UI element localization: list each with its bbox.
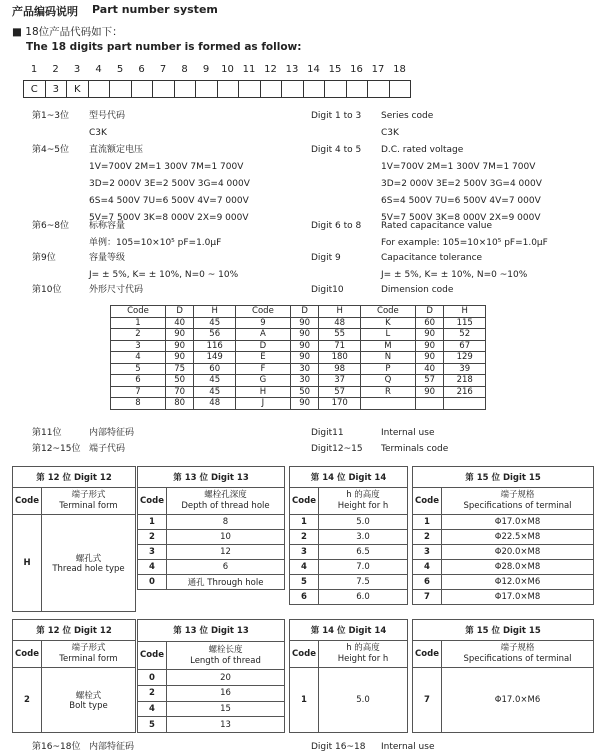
dim-cell: 57 xyxy=(319,386,361,398)
dim-cell xyxy=(415,398,444,410)
subtitle-en: The 18 digits part number is formed as follow: xyxy=(26,41,302,53)
digit-box xyxy=(346,80,369,98)
digit-index: 2 xyxy=(52,64,59,75)
value-cell: 15 xyxy=(167,701,285,717)
digit-index: 10 xyxy=(221,64,234,75)
dim-cell: K xyxy=(360,317,415,329)
dim-header: D xyxy=(415,306,444,318)
digit-box xyxy=(238,80,261,98)
dim-cell: N xyxy=(360,352,415,364)
s3-cn-text: 标称容量 单例：105=10×10⁵ pF=1.0μF xyxy=(89,221,222,248)
dim-cell: 57 xyxy=(415,375,444,387)
value-cell: 6.5 xyxy=(319,545,408,560)
t1-digit15-table xyxy=(412,466,594,605)
table-row xyxy=(138,515,285,530)
dim-cell: Q xyxy=(360,375,415,387)
s2-cn-text: 直流额定电压 1V=700V 2M=1 300V 7M=1 700V 3D=2 000V 3E=2 500V 3G=4 000V 6S=4 500V 7U=6 500V 4V=7 000V 5V=7 500V 3K=8 000V 2X=9 000V xyxy=(89,145,250,223)
dim-cell: 39 xyxy=(444,363,486,375)
digit-box xyxy=(131,80,154,98)
dim-cell: L xyxy=(360,329,415,341)
value-cell: 20 xyxy=(167,670,285,686)
value-cell: Φ17.0×M8 xyxy=(442,515,594,530)
t1-digit12-table: 第 12 位 Digit 12 Code 端子形式 Terminal form H 螺孔式 Thread hole type xyxy=(12,466,136,612)
table-row xyxy=(290,575,408,590)
digit-index: 6 xyxy=(138,64,145,75)
s6-en-text: Internal use xyxy=(381,428,435,438)
code-cell: 4 xyxy=(290,560,319,575)
dim-cell: 2 xyxy=(111,329,166,341)
table-row xyxy=(138,717,285,733)
digit-index: 14 xyxy=(307,64,320,75)
value-cell: Φ17.0×M8 xyxy=(442,590,594,605)
table-row xyxy=(138,560,285,575)
t2-digit12-table: 第 12 位 Digit 12 Code 端子形式 Terminal form 2 螺栓式 Bolt type xyxy=(12,619,136,733)
dim-cell: 5 xyxy=(111,363,166,375)
digit-box xyxy=(281,80,304,98)
dim-cell: 3 xyxy=(111,340,166,352)
dim-cell: 8 xyxy=(111,398,166,410)
s3-cn-label: 第6~8位 xyxy=(32,221,69,231)
dim-cell: 75 xyxy=(165,363,194,375)
digit-box: K xyxy=(66,80,89,98)
value-cell: 16 xyxy=(167,685,285,701)
value-cell: 8 xyxy=(167,515,285,530)
digit-index: 16 xyxy=(350,64,363,75)
table-title: 第 13 位 Digit 13 xyxy=(138,620,285,642)
table-row xyxy=(413,515,594,530)
dim-cell: 55 xyxy=(319,329,361,341)
dim-header: H xyxy=(444,306,486,318)
column-header: 端子规格 Specifications of terminal xyxy=(442,488,594,515)
dim-cell: 30 xyxy=(290,363,319,375)
dim-cell: 70 xyxy=(165,386,194,398)
table-row xyxy=(138,530,285,545)
title-en: Part number system xyxy=(92,3,218,16)
digit-box xyxy=(109,80,132,98)
dim-header: D xyxy=(290,306,319,318)
table-row xyxy=(138,701,285,717)
dim-cell: 60 xyxy=(194,363,236,375)
table-row xyxy=(111,317,486,329)
dim-cell: 71 xyxy=(319,340,361,352)
table-row xyxy=(138,575,285,590)
s4-cn-text: 容量等级 J= ± 5%, K= ± 10%, N=0 ~ 10% xyxy=(89,253,239,280)
dim-cell: 149 xyxy=(194,352,236,364)
dim-cell: F xyxy=(235,363,290,375)
dim-cell xyxy=(444,398,486,410)
s7-cn-text: 端子代码 xyxy=(89,444,126,454)
s5-cn-text: 外形尺寸代码 xyxy=(89,285,144,295)
dim-cell: 170 xyxy=(319,398,361,410)
code-header: Code xyxy=(413,488,442,515)
code-cell: 1 xyxy=(138,515,167,530)
table-row xyxy=(290,590,408,605)
digit-index: 11 xyxy=(242,64,256,75)
dim-cell: 90 xyxy=(165,352,194,364)
digit-box xyxy=(174,80,197,98)
dim-header: H xyxy=(194,306,236,318)
code-cell: 1 xyxy=(290,515,319,530)
code-cell: 4 xyxy=(138,560,167,575)
code-cell: 5 xyxy=(290,575,319,590)
dim-cell: 7 xyxy=(111,386,166,398)
table-row xyxy=(290,545,408,560)
code-cell: 4 xyxy=(138,701,167,717)
code-cell: 4 xyxy=(413,560,442,575)
column-header: h 的高度 Height for h xyxy=(319,488,408,515)
dim-cell: 80 xyxy=(165,398,194,410)
digit-box-row xyxy=(24,80,411,98)
dim-cell: 90 xyxy=(290,340,319,352)
table-title: 第 13 位 Digit 13 xyxy=(138,467,285,488)
code-cell: 3 xyxy=(138,545,167,560)
table-row xyxy=(413,545,594,560)
dim-cell: P xyxy=(360,363,415,375)
code-cell: 3 xyxy=(290,545,319,560)
table-row xyxy=(111,375,486,387)
dim-cell: 90 xyxy=(290,398,319,410)
table-row xyxy=(413,560,594,575)
s5-en-label: Digit10 xyxy=(311,285,344,295)
dim-cell: 45 xyxy=(194,375,236,387)
s4-en-text: Capacitance tolerance J= ± 5%, K= ± 10%, N=0 ~10% xyxy=(381,253,528,280)
code-cell: 6 xyxy=(290,590,319,605)
dim-cell xyxy=(360,398,415,410)
value-cell: 12 xyxy=(167,545,285,560)
subtitle-cn: ■ 18位产品代码如下： xyxy=(12,26,123,38)
digit-index: 4 xyxy=(95,64,102,75)
table-row xyxy=(413,530,594,545)
table-row xyxy=(111,363,486,375)
code-cell: 2 xyxy=(290,530,319,545)
code-header: Code xyxy=(138,488,167,515)
dim-cell: 30 xyxy=(290,375,319,387)
dim-header: D xyxy=(165,306,194,318)
t2-digit13-table xyxy=(137,619,285,733)
digit-box: C xyxy=(23,80,46,98)
code-cell: 3 xyxy=(413,545,442,560)
code-cell: 5 xyxy=(138,717,167,733)
dim-cell: 180 xyxy=(319,352,361,364)
dim-cell: 48 xyxy=(319,317,361,329)
dim-cell: 60 xyxy=(415,317,444,329)
dim-cell: J xyxy=(235,398,290,410)
value-cell: 6.0 xyxy=(319,590,408,605)
digit-index: 5 xyxy=(116,64,124,75)
table-row xyxy=(138,545,285,560)
dim-cell: 56 xyxy=(194,329,236,341)
dim-cell: H xyxy=(235,386,290,398)
t1-digit14-table xyxy=(289,466,408,605)
digit-box: 3 xyxy=(45,80,68,98)
table-row xyxy=(138,685,285,701)
s2-en-text: D.C. rated voltage 1V=700V 2M=1 300V 7M=1 700V 3D=2 000V 3E=2 500V 3G=4 000V 6S=4 500V 7U=6 500V 4V=7 000V 5V=7 500V 3K=8 000V 2X=9 000V xyxy=(381,145,542,223)
code-header: Code xyxy=(138,641,167,669)
value-cell: Φ12.0×M6 xyxy=(442,575,594,590)
dim-cell: 90 xyxy=(290,352,319,364)
s8-cn-label: 第16~18位 xyxy=(32,742,81,752)
digit-box xyxy=(367,80,390,98)
table-title: 第 14 位 Digit 14 xyxy=(290,467,408,488)
value-cell: 5.0 xyxy=(319,515,408,530)
dim-cell: 116 xyxy=(194,340,236,352)
table-row xyxy=(413,575,594,590)
column-header: 螺栓孔深度 Depth of thread hole xyxy=(167,488,285,515)
table-row xyxy=(290,515,408,530)
t1-digit13-table xyxy=(137,466,285,590)
digit-index: 12 xyxy=(264,64,277,75)
digit-box xyxy=(324,80,347,98)
s4-cn-label: 第9位 xyxy=(32,253,56,263)
dim-cell: 6 xyxy=(111,375,166,387)
digit-index: 1 xyxy=(30,64,38,75)
value-cell: 6 xyxy=(167,560,285,575)
digit-index: 13 xyxy=(285,64,299,75)
dim-cell: 90 xyxy=(290,317,319,329)
code-cell: 1 xyxy=(413,515,442,530)
dim-cell: 50 xyxy=(290,386,319,398)
table-title: 第 15 位 Digit 15 xyxy=(413,467,594,488)
dim-cell: 216 xyxy=(444,386,486,398)
dim-cell: 129 xyxy=(444,352,486,364)
dim-cell: 90 xyxy=(165,340,194,352)
value-cell: 3.0 xyxy=(319,530,408,545)
digit-index: 9 xyxy=(202,64,210,75)
column-header: 螺栓长度 Length of thread xyxy=(167,641,285,669)
value-cell: Φ20.0×M8 xyxy=(442,545,594,560)
s1-cn-text: 型号代码 C3K xyxy=(89,111,126,138)
s1-cn-label: 第1~3位 xyxy=(32,111,69,121)
value-cell: 10 xyxy=(167,530,285,545)
dim-cell: 9 xyxy=(235,317,290,329)
dim-cell: 90 xyxy=(290,329,319,341)
code-cell: 7 xyxy=(413,590,442,605)
s5-en-text: Dimension code xyxy=(381,285,454,295)
dim-cell: 90 xyxy=(415,340,444,352)
dim-cell: 37 xyxy=(319,375,361,387)
value-cell: 7.5 xyxy=(319,575,408,590)
dim-header: Code xyxy=(360,306,415,318)
digit-index: 18 xyxy=(393,64,406,75)
dim-cell: M xyxy=(360,340,415,352)
t2-digit15-table: 第 15 位 Digit 15 Code 端子规格 Specifications of terminal 7 Φ17.0×M6 xyxy=(412,619,594,733)
t2-digit14-table: 第 14 位 Digit 14 Code h 的高度 Height for h 1 5.0 xyxy=(289,619,408,733)
table-row xyxy=(111,352,486,364)
table-row xyxy=(290,530,408,545)
table-row xyxy=(111,398,486,410)
table-row xyxy=(138,670,285,686)
dim-cell: 40 xyxy=(415,363,444,375)
table-row xyxy=(111,340,486,352)
value-cell: 通孔 Through hole xyxy=(167,575,285,590)
s8-en-text: Internal use xyxy=(381,742,435,752)
s2-en-label: Digit 4 to 5 xyxy=(311,145,362,155)
digit-index: 7 xyxy=(159,64,167,75)
s7-cn-label: 第12~15位 xyxy=(32,444,81,454)
dim-cell: 52 xyxy=(444,329,486,341)
table-row xyxy=(290,560,408,575)
s6-cn-label: 第11位 xyxy=(32,428,62,438)
s3-en-text: Rated capacitance value For example: 105=10×10⁵ pF=1.0μF xyxy=(381,221,548,248)
code-header: Code xyxy=(290,488,319,515)
s2-cn-label: 第4~5位 xyxy=(32,145,69,155)
digit-box xyxy=(389,80,412,98)
dim-cell: 48 xyxy=(194,398,236,410)
value-cell: 7.0 xyxy=(319,560,408,575)
digit-box xyxy=(88,80,111,98)
dim-cell: 45 xyxy=(194,386,236,398)
s7-en-text: Terminals code xyxy=(381,444,449,454)
dim-cell: 67 xyxy=(444,340,486,352)
code-cell: 0 xyxy=(138,575,167,590)
digit-box xyxy=(152,80,175,98)
dim-cell: 90 xyxy=(415,329,444,341)
digit-index: 17 xyxy=(371,64,385,75)
digit-box xyxy=(303,80,326,98)
dim-cell: 1 xyxy=(111,317,166,329)
s7-en-label: Digit12~15 xyxy=(311,444,363,454)
dim-header: H xyxy=(319,306,361,318)
table-row xyxy=(111,329,486,341)
s8-en-label: Digit 16~18 xyxy=(311,742,366,752)
value-cell: Φ28.0×M8 xyxy=(442,560,594,575)
code-cell: 2 xyxy=(138,685,167,701)
digit-box xyxy=(260,80,283,98)
code-cell: 6 xyxy=(413,575,442,590)
digit-index: 8 xyxy=(181,64,188,75)
title-cn: 产品编码说明 xyxy=(12,5,78,18)
digit-index: 15 xyxy=(328,64,342,75)
s3-en-label: Digit 6 to 8 xyxy=(311,221,362,231)
dim-cell: 115 xyxy=(444,317,486,329)
s4-en-label: Digit 9 xyxy=(311,253,341,263)
dim-cell: 90 xyxy=(165,329,194,341)
dim-header: Code xyxy=(111,306,166,318)
table-row xyxy=(413,590,594,605)
value-cell: 13 xyxy=(167,717,285,733)
dim-cell: 4 xyxy=(111,352,166,364)
s8-cn-text: 内部特征码 xyxy=(89,742,135,752)
s1-en-text: Series code C3K xyxy=(381,111,434,138)
dim-header: Code xyxy=(235,306,290,318)
dim-cell: G xyxy=(235,375,290,387)
dim-cell: D xyxy=(235,340,290,352)
table-row xyxy=(111,386,486,398)
dim-cell: 50 xyxy=(165,375,194,387)
dim-cell: 40 xyxy=(165,317,194,329)
s1-en-label: Digit 1 to 3 xyxy=(311,111,362,121)
dim-cell: 45 xyxy=(194,317,236,329)
code-cell: 2 xyxy=(138,530,167,545)
dim-cell: 90 xyxy=(415,386,444,398)
dim-cell: 90 xyxy=(415,352,444,364)
dim-cell: 98 xyxy=(319,363,361,375)
s6-cn-text: 内部特征码 xyxy=(89,428,135,438)
code-cell: 2 xyxy=(413,530,442,545)
dim-cell: E xyxy=(235,352,290,364)
digit-box xyxy=(195,80,218,98)
code-cell: 0 xyxy=(138,670,167,686)
s5-cn-label: 第10位 xyxy=(32,285,62,295)
digit-index: 3 xyxy=(73,64,81,75)
value-cell: Φ22.5×M8 xyxy=(442,530,594,545)
dim-cell: A xyxy=(235,329,290,341)
dimension-table xyxy=(110,305,486,410)
dim-cell: R xyxy=(360,386,415,398)
s6-en-label: Digit11 xyxy=(311,428,344,438)
dim-cell: 218 xyxy=(444,375,486,387)
digit-box xyxy=(217,80,240,98)
